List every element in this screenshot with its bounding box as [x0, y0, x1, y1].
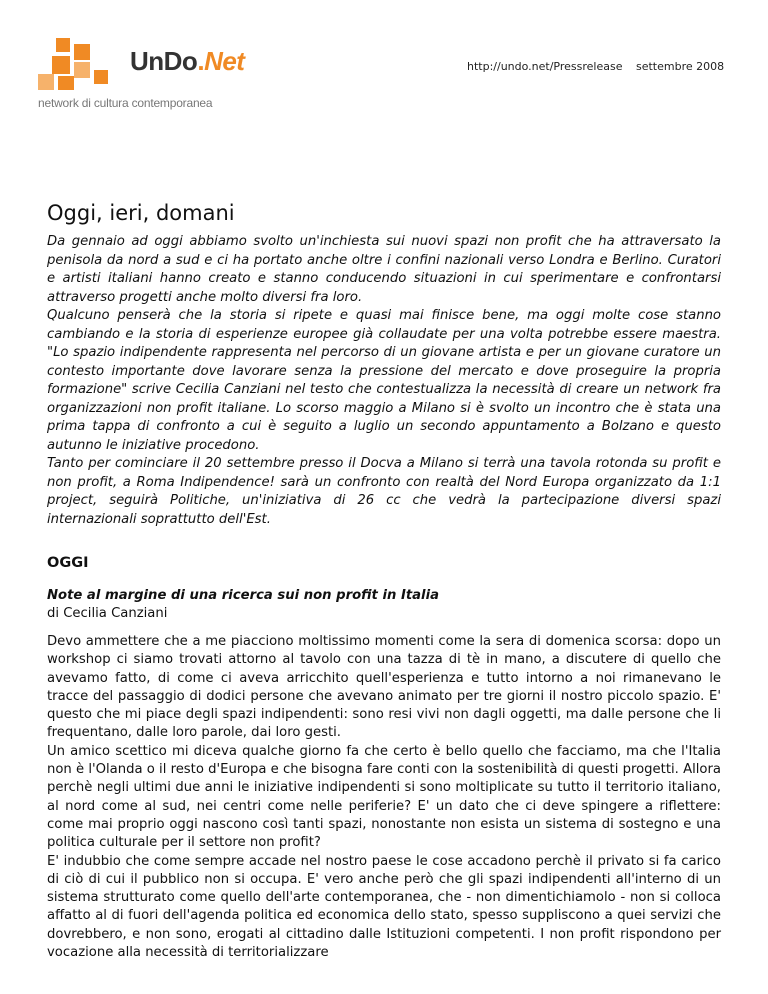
- body-paragraph: Devo ammettere che a me piacciono moltissimo momenti come la sera di domenica scorsa: dopo un workshop ci siamo trovati attorno al tavolo con una tazza di tè in mano, a discutere di quello che avevamo fatto, di come ci aveva arricchito quell'esperienza e tutto intorno a noi rimanevano le tracce del passaggio di dodici persone che avevano animato per tre giorni il nostro piccolo spazio. E' questo che mi piace degli spazi indipendenti: sono resi vivi non dagli oggetti, ma dalle persone che li frequentano, dalle loro parole, dai loro gesti.: [47, 634, 721, 741]
- article-body: [47, 633, 721, 962]
- intro-paragraph: Tanto per cominciare il 20 settembre presso il Docva a Milano si terrà una tavola rotonda su profit e non profit, a Roma Indipendence! sarà un confronto con realtà del Nord Europa organizzato da 1:1 project, seguirà Politiche, un'iniziativa di 26 cc che vedrà la partecipazione diversi spazi internazionali soprattutto dell'Est.: [47, 456, 721, 527]
- logo-wordmark: [130, 48, 244, 74]
- logo-text-undo: UnDo: [130, 46, 198, 76]
- section-heading: OGGI: [47, 555, 89, 571]
- logo-tagline: network di cultura contemporanea: [38, 96, 213, 110]
- logo-text-net: Net: [204, 46, 245, 76]
- byline: di Cecilia Canziani: [47, 606, 168, 621]
- body-paragraph: E' indubbio che come sempre accade nel nostro paese le cose accadono perchè il privato si fa carico di ciò di cui il pubblico non si occupa. E' vero anche però che gli spazi indipendenti all'interno di un sistema strutturato come quello dell'arte contemporanea, che - non dimentichiamolo - non si colloca affatto al di fuori dell'agenda politica ed economica dello stato, spesso suppliscono a quei servizi che dovrebbero, e non sono, erogati al cittadino dalle Istituzioni competenti. I non profit rispondono per vocazione alla necessità di territorializzare: [47, 853, 721, 961]
- source-url[interactable]: http://undo.net/Pressrelease: [467, 60, 623, 73]
- body-paragraph: Un amico scettico mi diceva qualche giorno fa che certo è bello quello che facciamo, ma che l'Italia non è l'Olanda o il resto d'Europa e che bisogna fare conti con la sostenibilità di questi progetti. Allora perchè negli ultimi due anni le iniziative indipendenti si sono moltiplicate su tutto il territorio italiano, al nord come al sud, nei centri come nelle periferie? E' un dato che ci deve spingere a riflettere: come mai proprio oggi nascono così tanti spazi, nonostante non esista un sistema di sostegno e una politica culturale per il settore non profit?: [47, 743, 721, 851]
- logo-text-dot: .: [197, 46, 205, 76]
- undo-net-logo[interactable]: [36, 34, 245, 114]
- publication-date: settembre 2008: [636, 60, 725, 73]
- page-title: Oggi, ieri, domani: [47, 201, 235, 225]
- article-subtitle: Note al margine di una ricerca sui non profit in Italia: [47, 588, 439, 603]
- intro-paragraph: Qualcuno penserà che la storia si ripete e quasi mai finisce bene, ma oggi molte cose stanno cambiando e la storia di esperienze europee già collaudate per una volta potrebbe essere maestra. "Lo spazio indipendente rappresenta nel percorso di un giovane artista e per un giovane curatore un contesto importante dove lavorare senza la pressione del mercato e dove proseguire la propria formazione" scrive Cecilia Canziani nel testo che contestualizza la necessità di creare un network fra organizzazioni non profit italiane. Lo scorso maggio a Milano si è svolto un incontro che è stata una prima tappa di confronto a cui è seguito a luglio un secondo appuntamento a Bolzano e questo autunno le iniziative procedono.: [47, 308, 721, 453]
- intro-text: [47, 233, 721, 529]
- intro-paragraph: Da gennaio ad oggi abbiamo svolto un'inchiesta sui nuovi spazi non profit che ha attraversato la penisola da nord a sud e ci ha portato anche oltre i confini nazionali verso Londra e Berlino. Curatori e artisti italiani hanno creato e stanno conducendo situazioni in cui sperimentare e confrontarsi attraverso progetti anche molto diversi fra loro.: [47, 234, 721, 305]
- logo-mark-icon: [36, 34, 126, 94]
